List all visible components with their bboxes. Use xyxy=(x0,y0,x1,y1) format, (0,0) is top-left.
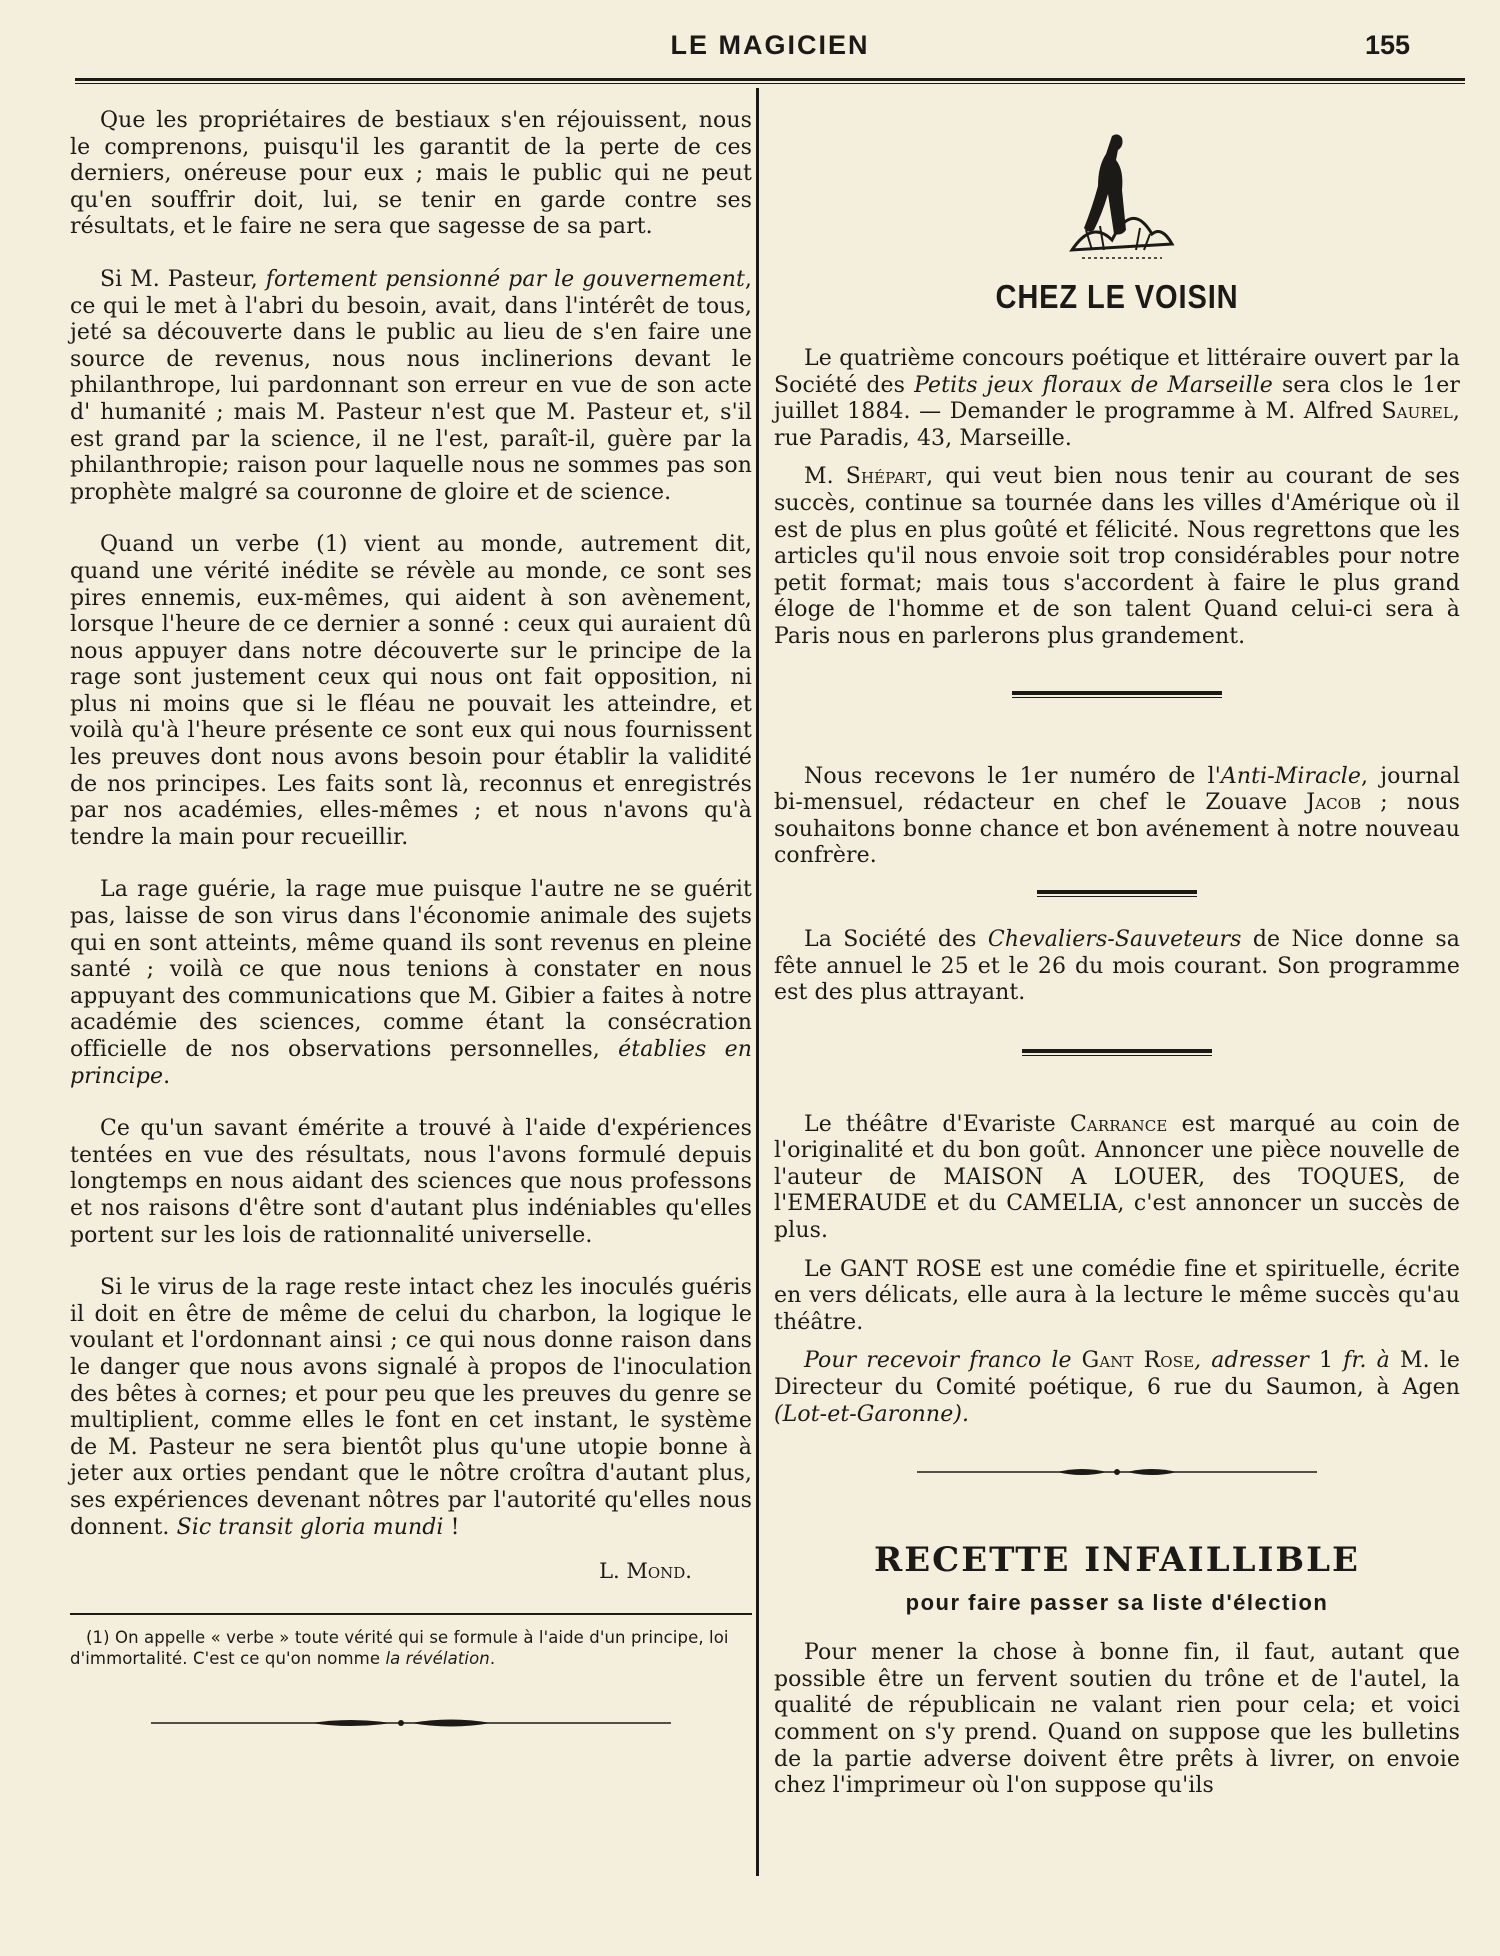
section-title: CHEZ LE VOISIN xyxy=(995,278,1239,315)
page-number: 155 xyxy=(1364,30,1410,60)
paragraph: La Société des Chevaliers-Sauveteurs de Nice donne sa fête annuel le 25 et le 26 du mois courant. Son programme est des plus attrayant. xyxy=(774,926,1460,1006)
paragraph: Ce qu'un savant émérite a trouvé à l'aide d'expériences tentées en vue des résultats, nous l'avons formulé depuis longtemps en nous aidant des sciences que nous professons et nos raisons d'être sont d'autant plus indéniables qu'elles portent sur les lois de rationnalité universelle. xyxy=(70,1116,752,1248)
paragraph: Pour mener la chose à bonne fin, il faut, autant que possible être un fervent soutien du trône et de l'autel, la qualité de républicain ne valant rien pour cela; et voici comment on s'y prend. Quand on suppose que les bulletins de la partie adverse doivent être prêts à livrer, on envoie chez l'imprimeur où l'on suppose qu'ils xyxy=(774,1640,1460,1799)
article-title: RECETTE INFAILLIBLE xyxy=(874,1540,1360,1581)
footnote-rule xyxy=(70,1613,752,1615)
figure-vignette-icon xyxy=(1042,130,1192,270)
author-signature: L. Mond. xyxy=(599,1559,692,1584)
paragraph: La rage guérie, la rage mue puisque l'autre ne se guérit pas, laisse de son virus dans l'économie animale des sujets qui en sont atteints, même quand ils sont revenus en pleine santé ; voilà ce que nous tenions à constater en nous appuyant des communications que M. Gibier a faites à notre académie des sciences, comme étant la consécration officielle de nos observations personnelles, établies en principe. xyxy=(70,877,752,1089)
paragraph: Le quatrième concours poétique et littéraire ouvert par la Société des Petits jeux floraux de Marseille sera clos le 1er juillet 1884. — Demander le programme à M. Alfred Saurel, rue Paradis, 43, Marseille. xyxy=(774,346,1460,451)
column-divider xyxy=(756,88,759,1876)
ornament-divider-icon xyxy=(131,1713,691,1733)
right-column xyxy=(774,108,1460,1800)
left-column xyxy=(70,108,752,1733)
paragraph: Nous recevons le 1er numéro de l'Anti-Miracle, journal bi-mensuel, rédacteur en chef le Zouave Jacob ; nous souhaitons bonne chance et bon avénement à notre nouveau confrère. xyxy=(774,763,1460,869)
article-subtitle: pour faire passer sa liste d'élection xyxy=(905,1590,1329,1616)
separator-bar xyxy=(1037,890,1197,897)
paragraph: Le GANT ROSE est une comédie fine et spirituelle, écrite en vers délicats, elle aura à la lecture le même succès qu'au théâtre. xyxy=(774,1256,1460,1335)
paragraph: Si le virus de la rage reste intact chez les inoculés guéris il doit en être de même de celui du charbon, la logique le voulant et l'ordonnant ainsi ; ce qui nous donne raison dans le danger que nous avons signalé à propos de l'inoculation des bêtes à cornes; et pour peu que les preuves du genre se multiplient, comme elles le font en cet instant, le système de M. Pasteur ne sera bientôt plus qu'une utopie bonne à jeter aux orties pendant que le nôtre croîtra d'autant plus, ses expériences devenant nôtres par l'autorité qu'elles nous donnent. Sic transit gloria mundi ! xyxy=(70,1275,752,1540)
paragraph: Pour recevoir franco le Gant Rose, adresser 1 fr. à M. le Directeur du Comité poétique, 6 rue du Saumon, à Agen (Lot-et-Garonne). xyxy=(774,1348,1460,1427)
ornament-divider-icon xyxy=(907,1462,1327,1482)
paragraph: M. Shépart, qui veut bien nous tenir au courant de ses succès, continue sa tournée dans les villes d'Amérique où il est de plus en plus goûté et félicité. Nous regrettons que les articles qu'il nous envoie soit trop considérables pour notre petit format; mais tous s'accordent à faire le plus grand éloge de l'homme et de son talent Quand celui-ci sera à Paris nous en parlerons plus grandement. xyxy=(774,464,1460,649)
footnote: (1) On appelle « verbe » toute vérité qui se formule à l'aide d'un principe, loi d'immortalité. C'est ce qu'on nomme la révélation. xyxy=(70,1628,729,1669)
paragraph: Si M. Pasteur, fortement pensionné par le gouvernement, ce qui le met à l'abri du besoin, avait, dans l'intérêt de tous, jeté sa découverte dans le public au lieu de s'en faire une source de revenus, nous nous inclinerions devant le philanthrope, lui pardonnant son erreur en vue de son acte d' humanité ; mais M. Pasteur n'est que M. Pasteur et, s'il est grand par la science, il ne l'est, paraît-il, guère par la philanthropie; raison pour laquelle nous ne sommes pas son prophète malgré sa couronne de gloire et de science. xyxy=(70,266,753,505)
page-header xyxy=(75,28,1465,68)
separator-bar xyxy=(1012,691,1222,698)
header-rule xyxy=(75,78,1465,84)
paragraph: Que les propriétaires de bestiaux s'en réjouissent, nous le comprenons, puisqu'il les garantit de la perte de ces derniers, onéreuse pour eux ; mais le public qui ne peut qu'en souffrir doit, lui, se tenir en garde contre ses résultats, et le faire ne sera que sagesse de sa part. xyxy=(70,108,752,240)
paragraph: Le théâtre d'Evariste Carrance est marqué au coin de l'originalité et du bon goût. Annoncer une pièce nouvelle de l'auteur de MAISON A LOUER, des TOQUES, de l'EMERAUDE et du CAMELIA, c'est annoncer un succès de plus. xyxy=(774,1111,1460,1244)
separator-bar xyxy=(1022,1049,1212,1056)
paragraph: Quand un verbe (1) vient au monde, autrement dit, quand une vérité inédite se révèle au monde, ce sont ses pires ennemis, eux-mêmes, qui aident à son avènement, lorsque l'heure de ce dernier a sonné : ceux qui auraient dû nous appuyer dans notre découverte sur le principe de la rage sont justement ceux qui nous ont fait opposition, ni plus ni moins que si le fléau ne pouvait les atteindre, et voilà qu'à l'heure présente ce sont eux qui nous fournissent les preuves dont nous avons besoin pour établir la validité de nos principes. Les faits sont là, reconnus et enregistrés par nos académies, elles-mêmes ; et nous n'avons qu'à tendre la main pour recueillir. xyxy=(70,532,752,850)
running-title: LE MAGICIEN xyxy=(670,30,870,60)
